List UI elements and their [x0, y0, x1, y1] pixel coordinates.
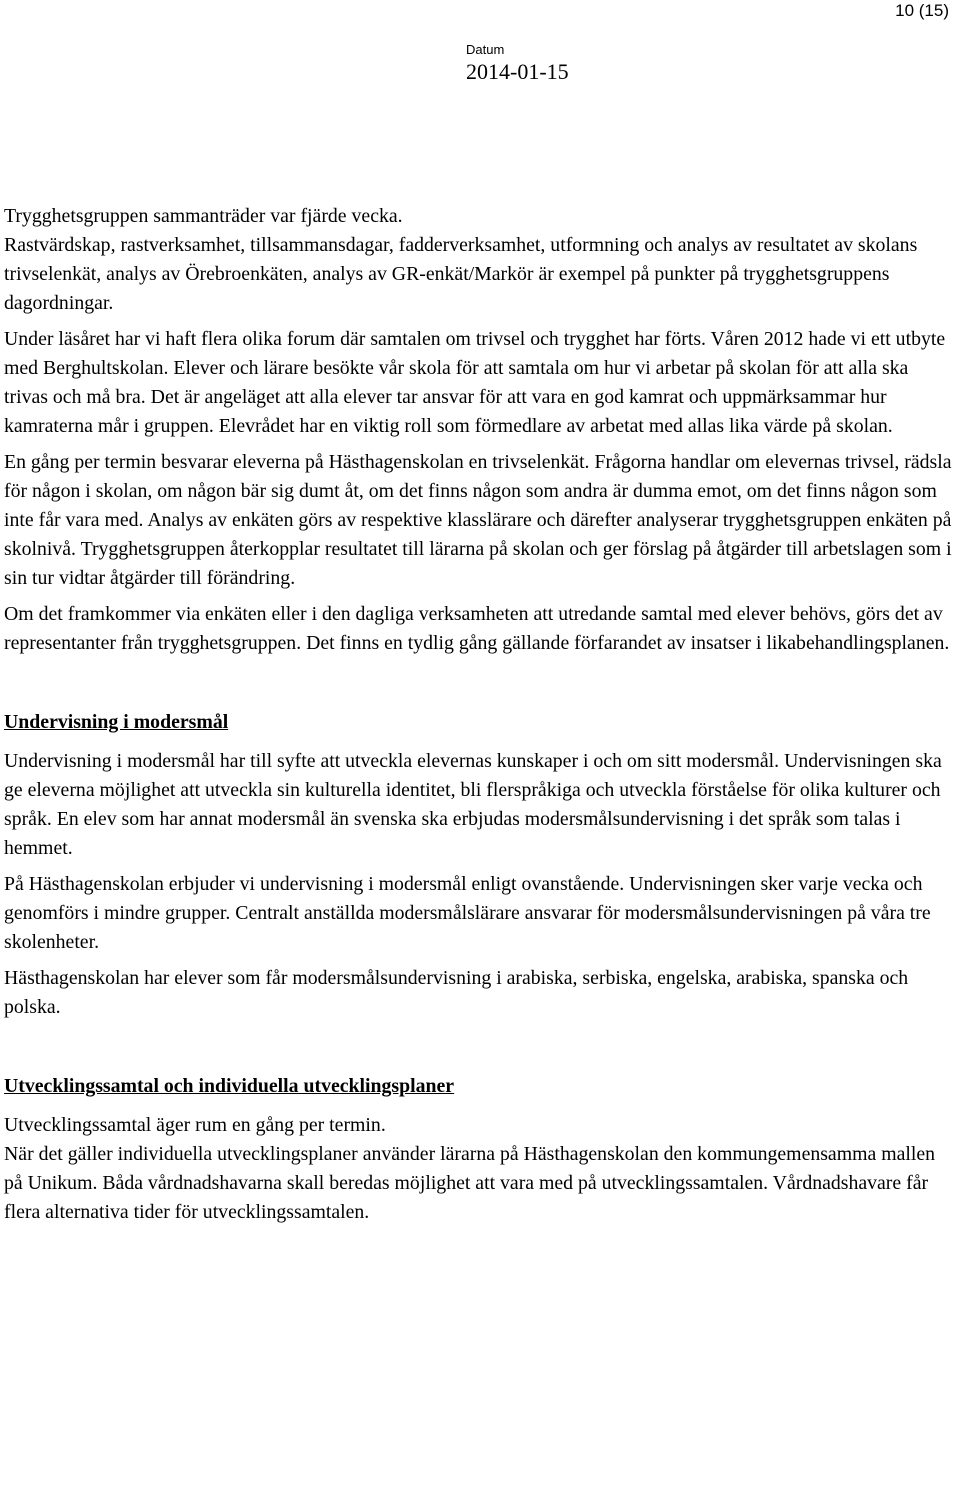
- paragraph: Under läsåret har vi haft flera olika forum där samtalen om trivsel och trygghet har förts. Våren 2012 hade vi ett utbyte med Berghultskolan. Elever och lärare besökte vår skola för att samtala om hur vi arbetar på skolan för att alla ska trivas och må bra. Det är angeläget att alla elever tar ansvar för att vara en god kamrat och uppmärksammar hur kamraterna mår i gruppen. Elevrådet har en viktig roll som förmedlare av arbetat med allas lika värde på skolan.: [4, 328, 946, 437]
- section-spacer: [4, 658, 954, 708]
- paragraph: Trygghetsgruppen sammanträder var fjärde vecka.: [4, 205, 403, 227]
- document-body: [4, 202, 954, 1227]
- date-label: Datum: [466, 42, 505, 57]
- section-heading-modersmal: Undervisning i modersmål: [4, 711, 229, 733]
- paragraph: När det gäller individuella utvecklingsplaner använder lärarna på Hästhagenskolan den kommungemensamma mallen på Unikum. Båda vårdnadshavarna skall beredas möjlighet att vara med på utvecklingssamtalen. Vårdnadshavare får flera alternativa tider för utvecklingssamtalen.: [4, 1143, 936, 1223]
- paragraph: På Hästhagenskolan erbjuder vi undervisning i modersmål enligt ovanstående. Undervisningen sker varje vecka och genomförs i mindre grupper. Centralt anställda modersmålslärare ansvarar för modersmålsundervisningen på våra tre skolenheter.: [4, 873, 931, 953]
- paragraph: Om det framkommer via enkäten eller i den dagliga verksamheten att utredande samtal med elever behövs, görs det av representanter från trygghetsgruppen. Det finns en tydlig gång gällande förfarandet av insatser i likabehandlingsplanen.: [4, 603, 950, 654]
- section-heading-utvecklingssamtal: Utvecklingssamtal och individuella utvecklingsplaner: [4, 1075, 455, 1097]
- page-number: 10 (15): [895, 1, 949, 20]
- date-value: 2014-01-15: [466, 59, 569, 84]
- paragraph: Undervisning i modersmål har till syfte att utveckla elevernas kunskaper i och om sitt modersmål. Undervisningen ska ge eleverna möjlighet att utveckla sin kulturella identitet, bli flerspråkiga och utveckla förståelse för olika kulturer och språk. En elev som har annat modersmål än svenska ska erbjudas modersmålsundervisning i det språk som talas i hemmet.: [4, 750, 942, 859]
- date-block: [466, 43, 569, 87]
- paragraph: Rastvärdskap, rastverksamhet, tillsammansdagar, fadderverksamhet, utformning och analys av resultatet av skolans trivselenkät, analys av Örebroenkäten, analys av GR-enkät/Markör är exempel på punkter på trygghetsgruppens dagordningar.: [4, 234, 918, 314]
- section-spacer: [4, 1022, 954, 1072]
- paragraph: Hästhagenskolan har elever som får modersmålsundervisning i arabiska, serbiska, engelska, arabiska, spanska och polska.: [4, 967, 909, 1018]
- paragraph: Utvecklingssamtal äger rum en gång per termin.: [4, 1114, 386, 1136]
- paragraph: En gång per termin besvarar eleverna på Hästhagenskolan en trivselenkät. Frågorna handlar om elevernas trivsel, rädsla för någon i skolan, om någon bär sig dumt åt, om det finns någon som andra är dumma emot, om det finns någon som inte får vara med. Analys av enkäten görs av respektive klasslärare och därefter analyserar trygghetsgruppen enkäten på skolnivå. Trygghetsgruppen återkopplar resultatet till lärarna på skolan och ger förslag på åtgärder till arbetslagen som i sin tur vidtar åtgärder till förändring.: [4, 451, 952, 589]
